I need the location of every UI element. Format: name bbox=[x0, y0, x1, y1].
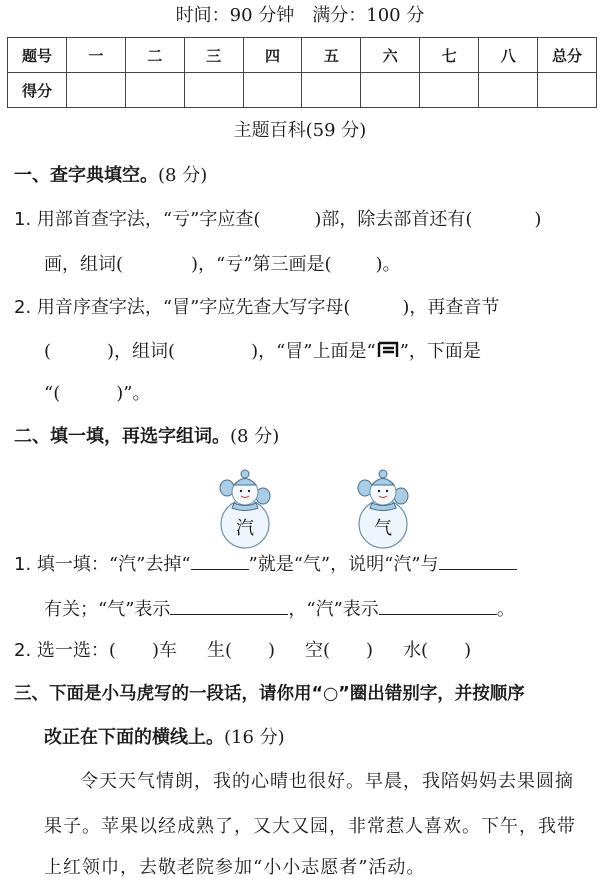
question-text: )，再查音节 bbox=[402, 297, 500, 318]
header-cell: 题号 bbox=[8, 38, 67, 73]
section3-title-cont: 改正在下面的横线上。 bbox=[44, 727, 224, 748]
question-text: ) bbox=[534, 209, 542, 230]
answer-underline[interactable] bbox=[170, 596, 288, 615]
score-cell[interactable] bbox=[538, 73, 597, 108]
header-cell: 三 bbox=[184, 38, 243, 73]
question-number: 1. bbox=[14, 554, 32, 575]
header-cell: 一 bbox=[66, 38, 125, 73]
snowman-icon bbox=[343, 458, 423, 550]
question-number: 2. bbox=[14, 297, 32, 318]
question-text: )，“亏”第三画是( bbox=[191, 254, 332, 275]
snowman-char: 汽 bbox=[236, 518, 254, 539]
question-text: )。 bbox=[375, 254, 401, 275]
header-cell: 总分 bbox=[538, 38, 597, 73]
question-text: “( bbox=[44, 383, 61, 404]
question-text: ，“汽”表示 bbox=[288, 599, 379, 620]
header-cell: 二 bbox=[125, 38, 184, 73]
s2-q1-line1 bbox=[14, 551, 517, 577]
header-cell: 七 bbox=[420, 38, 479, 73]
answer-underline[interactable] bbox=[191, 551, 249, 570]
question-text: 画，组词( bbox=[44, 254, 124, 275]
section-subtitle: 主题百科(59 分) bbox=[233, 120, 367, 141]
question-text: )”。 bbox=[116, 383, 151, 404]
question-text: 填一填：“汽”去掉“ bbox=[36, 554, 191, 575]
choice-blank[interactable]: 生( ) bbox=[206, 640, 276, 661]
question-text: 用部首查字法，“亏”字应查( bbox=[36, 209, 261, 230]
s1-q2-line2 bbox=[44, 340, 481, 366]
s1-q2-line3 bbox=[44, 382, 150, 406]
question-text: )，组词( bbox=[107, 341, 176, 362]
score-cell[interactable] bbox=[184, 73, 243, 108]
question-number: 1. bbox=[14, 209, 32, 230]
section3-title-line2 bbox=[44, 726, 285, 750]
section2-title: 二、填一填，再选字组词。 bbox=[14, 426, 230, 447]
full-score: 满分：100 分 bbox=[312, 5, 425, 26]
snowman-char: 气 bbox=[374, 518, 392, 539]
section3-title: 三、下面是小马虎写的一段话，请你用“○”圈出错别字，并按顺序 bbox=[14, 684, 525, 704]
score-cell[interactable] bbox=[302, 73, 361, 108]
s1-q1-line2 bbox=[44, 253, 401, 277]
score-cell[interactable] bbox=[479, 73, 538, 108]
score-cell[interactable] bbox=[420, 73, 479, 108]
s2-q1-line2 bbox=[44, 596, 515, 622]
question-text: ”就是“气”，说明“汽”与 bbox=[248, 554, 439, 575]
header-cell: 八 bbox=[479, 38, 538, 73]
score-table bbox=[7, 37, 597, 108]
section1-heading bbox=[14, 164, 207, 188]
header-cell: 六 bbox=[361, 38, 420, 73]
passage-line[interactable]: 上红领巾，去敬老院参加“小小志愿者”活动。 bbox=[44, 857, 426, 878]
exam-header bbox=[0, 4, 600, 28]
choice-blank[interactable]: 水( ) bbox=[403, 640, 472, 661]
question-text: )，“冒”上面是“ bbox=[251, 341, 376, 362]
mao-top-radical-glyph-icon bbox=[376, 341, 400, 366]
answer-underline[interactable] bbox=[379, 596, 497, 615]
header-cell: 五 bbox=[302, 38, 361, 73]
question-text: 用音序查字法，“冒”字应先查大写字母( bbox=[36, 297, 351, 318]
section1-points: (8 分) bbox=[158, 165, 208, 186]
section2-heading bbox=[14, 425, 279, 449]
question-text: ”，下面是 bbox=[399, 341, 481, 362]
score-row-label: 得分 bbox=[8, 73, 67, 108]
section2-points: (8 分) bbox=[230, 426, 280, 447]
question-number: 2. bbox=[14, 640, 32, 661]
answer-underline[interactable] bbox=[439, 551, 517, 570]
question-text: 有关；“气”表示 bbox=[44, 599, 171, 620]
snowman-icon bbox=[205, 458, 285, 550]
choice-blank[interactable]: ( )车 bbox=[108, 640, 177, 661]
s1-q2-line1 bbox=[14, 296, 499, 320]
passage-line[interactable]: 令天天气情朗，我的心晴也很好。早晨，我陪妈妈去果圆摘 bbox=[80, 771, 574, 792]
question-text: 选一选： bbox=[36, 640, 109, 661]
section1-title: 一、查字典填空。 bbox=[14, 165, 158, 186]
score-cell[interactable] bbox=[66, 73, 125, 108]
score-table-header-row bbox=[8, 38, 597, 73]
choice-blank[interactable]: 空( ) bbox=[305, 640, 374, 661]
question-text: )部，除去部首还有( bbox=[314, 209, 473, 230]
question-text: 。 bbox=[496, 599, 515, 620]
score-table-score-row bbox=[8, 73, 597, 108]
time-limit: 时间：90 分钟 bbox=[175, 5, 295, 26]
passage-line[interactable]: 果子。苹果以经成熟了，又大又园，非常惹人喜欢。下午，我带 bbox=[44, 816, 576, 837]
question-text: ( bbox=[44, 341, 52, 362]
s2-q2-line bbox=[14, 639, 471, 663]
s1-q1-line1 bbox=[14, 208, 541, 232]
section3-points: (16 分) bbox=[224, 727, 285, 748]
header-cell: 四 bbox=[243, 38, 302, 73]
score-cell[interactable] bbox=[125, 73, 184, 108]
score-cell[interactable] bbox=[361, 73, 420, 108]
score-cell[interactable] bbox=[243, 73, 302, 108]
